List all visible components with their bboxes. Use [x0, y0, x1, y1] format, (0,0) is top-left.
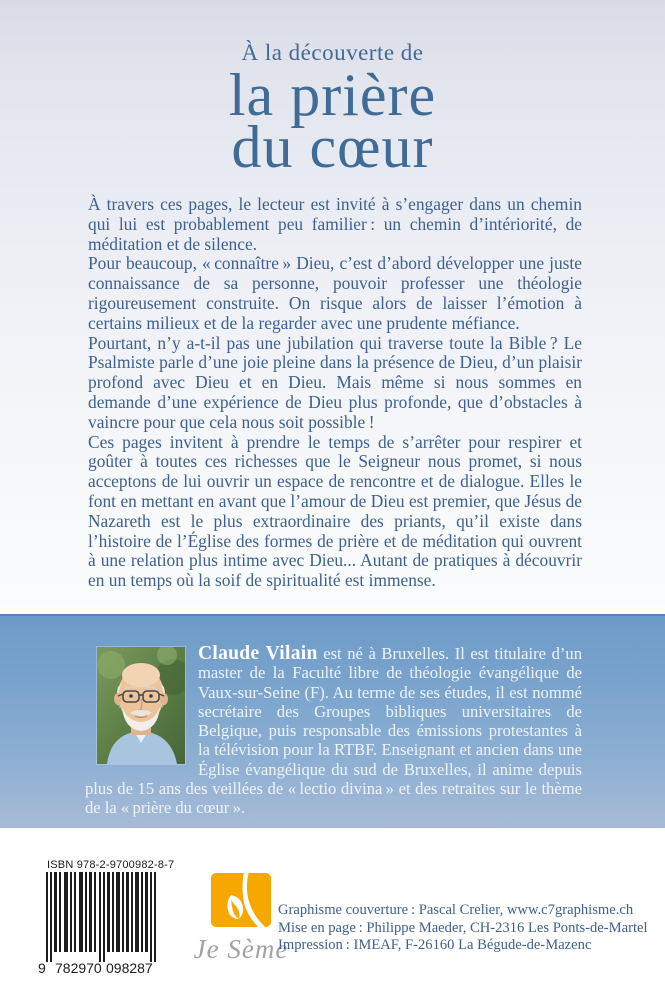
credit-line-graphisme: Graphisme couverture : Pascal Crelier, www.c7graphisme.ch	[278, 902, 634, 918]
footer	[0, 828, 665, 1000]
author-bio-rest: est né à Bruxelles. Il est titulaire d’un master de la Faculté libre de théologie évangélique de Vaux-sur-Seine (F). Au terme de ses études, il est nommé secrétaire des Groupes bibliques universitaires de Belgique, puis responsable des émissions protestantes à la télévision pour la RTBF. Enseignant et ancien dans une Église évangélique du sud de Bruxelles, il anime depuis plus de 15 ans des veillées de « lectio divina » et des retraites sur le thème de la « prière du cœur ».	[85, 644, 582, 818]
book-subtitle: À la découverte de	[241, 40, 424, 65]
publisher-name: Je Sème	[193, 934, 289, 964]
publisher-logo-icon	[211, 873, 271, 927]
isbn-label: ISBN 978-2-9700982-8-7	[47, 859, 175, 871]
synopsis-paragraph: Pourtant, n’y a-t-il pas une jubilation qui traverse toute la Bible ? Le Psalmiste parle d’une joie pleine dans la présence de Dieu, d’un plaisir profond avec Dieu et en Dieu. Mais même si nous sommes en demande d’une expérience de Dieu plus profonde, que d’obstacles à vaincre pour que cela nous soit possible !	[88, 332, 582, 432]
synopsis-paragraph: À travers ces pages, le lecteur est invité à s’engager dans un chemin qui lui est probablement peu familier : un chemin d’intériorité, de méditation et de silence.	[88, 194, 582, 254]
author-name: Claude Vilain	[198, 643, 318, 664]
book-title-line-1: la prière	[228, 62, 437, 128]
barcode-digits-left: 782970	[55, 960, 102, 976]
title-block	[0, 40, 665, 180]
barcode-digit-first: 9	[38, 960, 46, 976]
synopsis-paragraph: Pour beaucoup, « connaître » Dieu, c’est d’abord développer une juste connaissance de sa personne, pouvoir professer une théologie rigoureusement construite. On risque alors de laisser l’émotion à certains milieux et de la regarder avec une prudente méfiance.	[88, 253, 582, 333]
credit-line-impression: Impression : IMEAF, F-26160 La Bégude-de-Mazenc	[278, 937, 592, 953]
synopsis-paragraph: Ces pages invitent à prendre le temps de s’arrêter pour respirer et goûter à toutes ces richesses que le Seigneur nous promet, si nous acceptons de lui ouvrir un espace de rencontre et de dialogue. Elles le font en mettant en avant que l’amour de Dieu est premier, que Jésus de Nazareth est le plus extraordinaire des priants, qu’il existe dans l’histoire de l’Église des formes de prière et de méditation qui ouvrent à une relation plus intime avec Dieu... Autant de pratiques à découvrir en un temps où la soif de spiritualité est immense.	[88, 431, 582, 591]
credit-line-mise-en-page: Mise en page : Philippe Maeder, CH-2316 Les Ponts-de-Martel	[278, 919, 648, 936]
author-photo	[97, 647, 185, 764]
barcode-digits-right: 098287	[106, 960, 153, 976]
author-band	[0, 614, 665, 828]
book-title-line-2: du cœur	[231, 113, 434, 180]
author-bio	[85, 644, 582, 818]
synopsis	[88, 195, 582, 591]
ean13-barcode	[38, 872, 166, 976]
credits	[278, 902, 648, 955]
